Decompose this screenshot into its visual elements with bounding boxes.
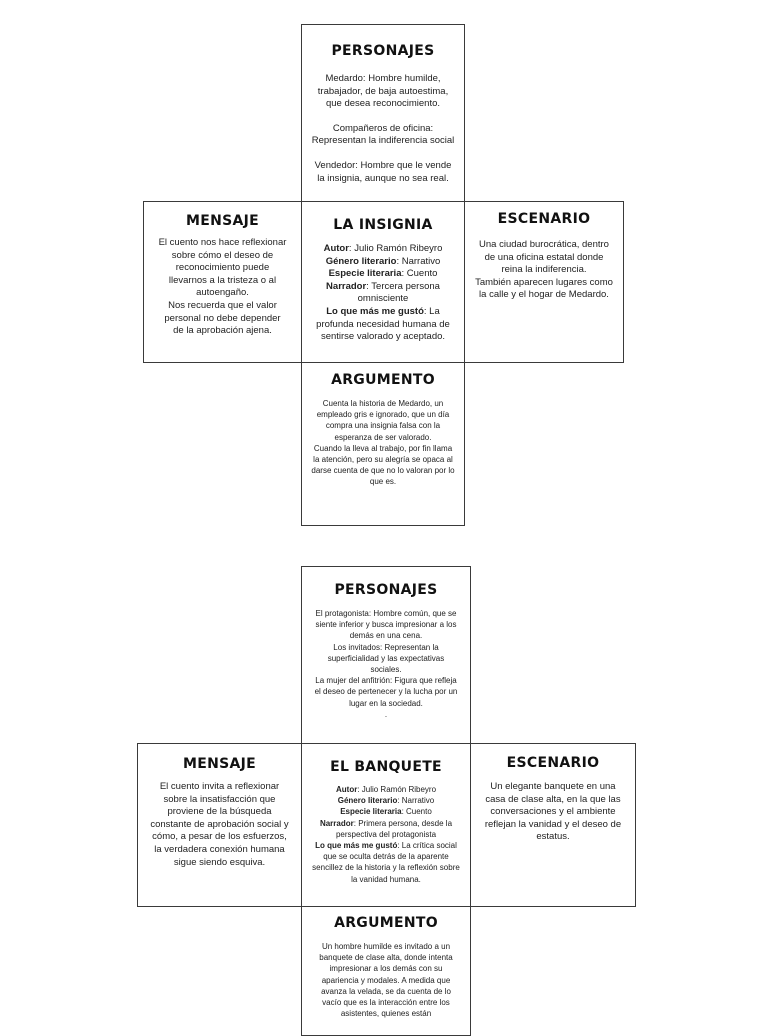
card2-center-box [301, 743, 471, 907]
card2-personajes-p4: . [384, 709, 388, 719]
card1-center-box [301, 201, 465, 363]
card2-personajes-p1: El protagonista: Hombre común, que se siente inferior y busca impresionar a los demás en una cena. [315, 609, 457, 641]
card2-mensaje-title: MENSAJE [182, 756, 256, 772]
card1-genre-line: Género literario: Narrativo [325, 255, 441, 267]
card2-mensaje-box [137, 743, 302, 907]
card2-narrator-line: Narrador: Primera persona, desde la perspectiva del protagonista [319, 818, 453, 839]
card2-personajes-box [301, 566, 471, 745]
card1-escenario-p2: También aparecen lugares como la calle y el hogar de Medardo. [475, 276, 613, 301]
card2-center-title: EL BANQUETE [330, 759, 442, 775]
card1-center-title: LA INSIGNIA [333, 217, 433, 233]
card2-escenario-box [470, 743, 636, 907]
card2-favorite-line: Lo que más me gustó: La crítica social que se oculta detrás de la aparente sencillez de la historia y la reflexión sobre la vanidad humana. [312, 841, 460, 884]
card2-personajes-title: PERSONAJES [334, 582, 438, 598]
card1-argumento-p1: Cuenta la historia de Medardo, un empleado gris e ignorado, que un día compra una insignia falsa con la esperanza de ser valorado. [316, 399, 450, 442]
card1-narrator-line: Narrador: Tercera persona omnisciente [326, 280, 440, 305]
card1-species-line: Especie literaria: Cuento [328, 268, 438, 280]
card1-escenario-box [464, 201, 624, 363]
card2-argumento-box [301, 906, 471, 1036]
card1-mensaje-p2: Nos recuerda que el valor personal no debe depender de la aprobación ajena. [164, 299, 281, 337]
card1-escenario-title: ESCENARIO [497, 211, 591, 227]
card1-personajes-box [301, 24, 465, 202]
card2-author-line: Autor: Julio Ramón Ribeyro [335, 785, 437, 794]
card2-escenario-title: ESCENARIO [506, 755, 600, 771]
card1-personajes-p1: Medardo: Hombre humilde, trabajador, de baja autoestima, que desea reconocimiento. [317, 73, 449, 110]
card1-mensaje-p1: El cuento nos hace reflexionar sobre cómo el deseo de reconocimiento puede llevarnos a la tristeza o al autoengaño. [158, 237, 287, 299]
card2-escenario-p1: Un elegante banquete en una casa de clase alta, en la que las conversaciones y el ambiente reflejan la vanidad y el deseo de estatus. [484, 781, 622, 843]
card2-personajes-p3: La mujer del anfitrión: Figura que refleja el deseo de pertenecer y la lucha por un lugar en la sociedad. [314, 676, 458, 708]
card2-mensaje-p1: El cuento invita a reflexionar sobre la insatisfacción que proviene de la búsqueda constante de aprobación social y cómo, a pesar de los esfuerzos, la verdadera conexión humana sigue siendo esquiva. [150, 781, 289, 868]
card1-argumento-title: ARGUMENTO [331, 372, 435, 388]
card1-argumento-p2: Cuando la lleva al trabajo, por fin llama la atención, pero su alegría se opaca al darse cuenta de que no lo valoran por lo que es. [311, 443, 455, 487]
card2-personajes-p2: Los invitados: Representan la superficialidad y las expectativas sociales. [327, 642, 445, 675]
card1-escenario-p1: Una ciudad burocrática, dentro de una oficina estatal donde reina la indiferencia. [479, 239, 609, 276]
card1-personajes-p2: Compañeros de oficina: Representan la indiferencia social [311, 122, 455, 147]
card1-favorite-line: Lo que más me gustó: La profunda necesidad humana de sentirse valorado y aceptado. [316, 305, 450, 343]
card1-author-line: Autor: Julio Ramón Ribeyro [323, 243, 443, 254]
card1-personajes-title: PERSONAJES [331, 43, 435, 59]
card2-argumento-title: ARGUMENTO [334, 915, 438, 931]
card1-personajes-p3: Vendedor: Hombre que le vende la insignia, aunque no sea real. [314, 159, 452, 184]
card1-argumento-box [301, 362, 465, 526]
card2-genre-line: Género literario: Narrativo [337, 796, 435, 806]
card2-argumento-p1: Un hombre humilde es invitado a un banquete de clase alta, donde intenta impresionar a los demás con su apariencia y modales. A medida que avanza la velada, se da cuenta de lo vacío que es la interacción entre los asistentes, quienes están [319, 942, 453, 1019]
card1-mensaje-box [143, 201, 302, 363]
card2-species-line: Especie literaria: Cuento [340, 807, 432, 817]
card1-mensaje-title: MENSAJE [185, 213, 259, 229]
